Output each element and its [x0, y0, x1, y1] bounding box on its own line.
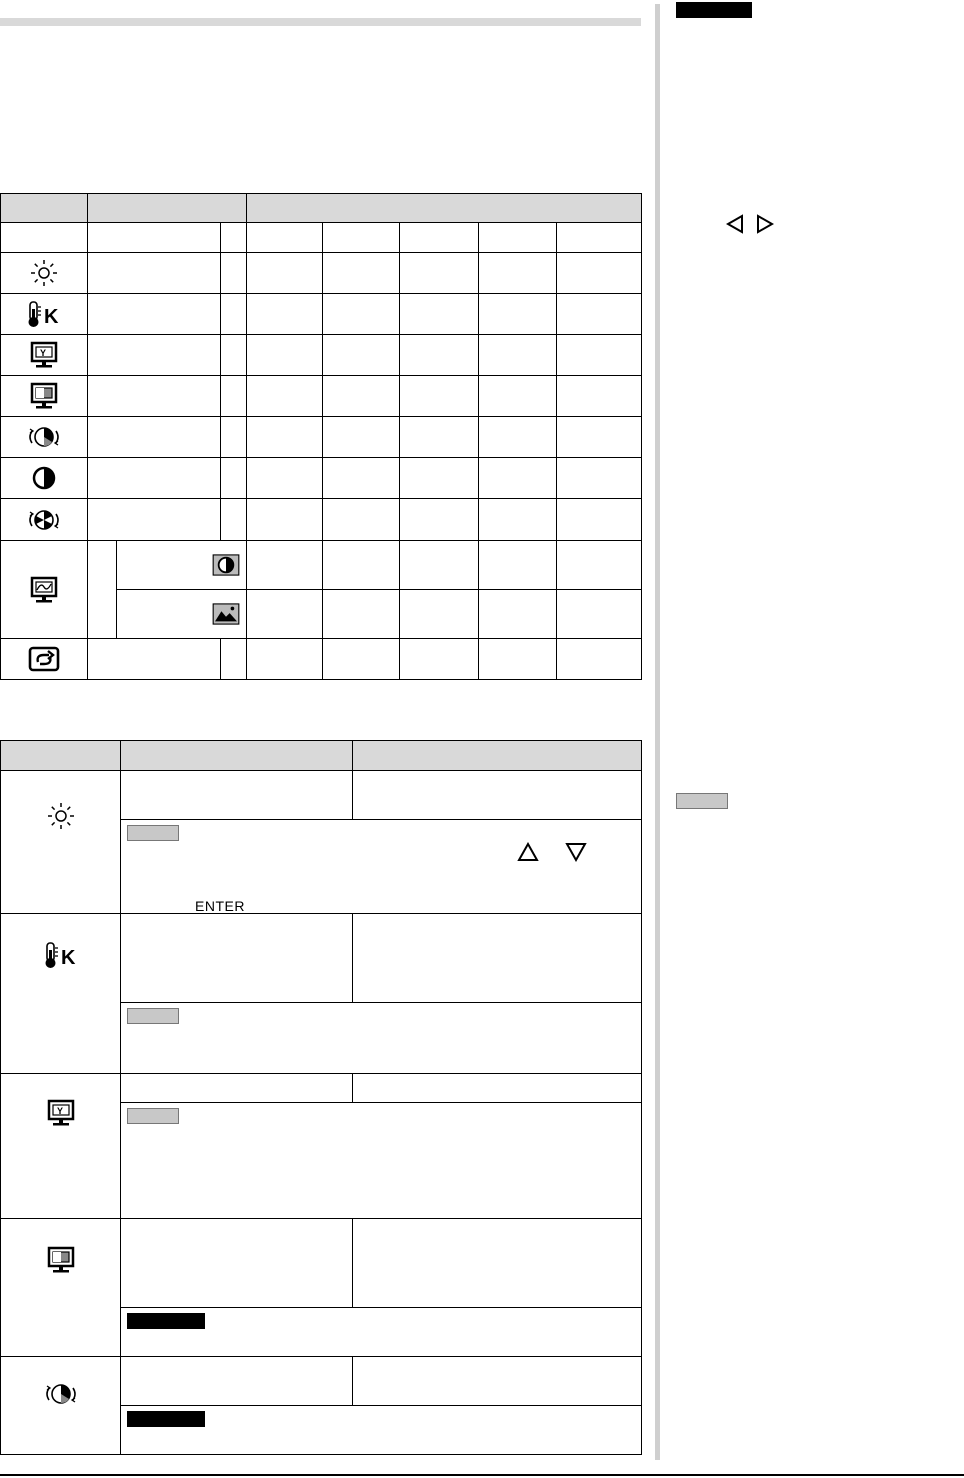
adjustment-detail-table — [0, 740, 642, 1455]
table-row — [1, 639, 642, 680]
contrast-icon — [29, 463, 59, 493]
saturation-icon — [24, 422, 64, 452]
table-row — [1, 1074, 642, 1103]
temperature-k-icon — [41, 940, 81, 970]
page-footer-line — [0, 1474, 964, 1476]
up-triangle-icon — [517, 842, 539, 862]
monitor-gamma-icon — [46, 1098, 76, 1128]
contrast-sub-icon — [212, 554, 240, 576]
header-cell-icon — [1, 194, 88, 223]
right-triangle-icon — [758, 216, 772, 232]
brightness-icon — [46, 801, 76, 831]
temperature-k-icon — [24, 299, 64, 329]
adjustment-overview-table — [0, 193, 642, 680]
table-row — [1, 1357, 642, 1406]
sidebar-attention-label — [676, 2, 752, 18]
overview-subheader-row — [1, 223, 642, 253]
table-row — [1, 458, 642, 499]
overview-header-row — [1, 194, 642, 223]
table-row — [1, 253, 642, 294]
monitor-gamma-icon — [29, 340, 59, 370]
table-row — [1, 335, 642, 376]
header-cell-function — [88, 194, 247, 223]
monitor-pattern-icon — [29, 381, 59, 411]
note-label — [127, 1008, 179, 1024]
sidebar-note-label — [676, 793, 728, 809]
landscape-sub-icon — [212, 603, 240, 625]
table-row — [1, 376, 642, 417]
header-cell-modes — [247, 194, 642, 223]
section-header-bar — [0, 18, 641, 26]
table-row — [1, 499, 642, 541]
down-triangle-icon — [565, 842, 587, 862]
table-row — [1, 417, 642, 458]
table-row — [1, 541, 642, 590]
enter-key-label: ENTER — [195, 898, 245, 914]
reset-icon — [27, 644, 61, 674]
left-triangle-icon — [728, 216, 742, 232]
note-label — [127, 1108, 179, 1124]
table-row — [1, 1219, 642, 1308]
brightness-icon — [29, 258, 59, 288]
attention-label — [127, 1411, 205, 1427]
hue-icon — [24, 505, 64, 535]
detail-header-row — [1, 741, 642, 771]
table-row — [1, 771, 642, 820]
attention-label — [127, 1313, 205, 1329]
note-label — [127, 825, 179, 841]
table-row — [1, 294, 642, 335]
sidebar-arrow-keys — [724, 212, 784, 236]
monitor-pattern-icon — [46, 1245, 76, 1275]
column-divider — [655, 4, 660, 1460]
saturation-icon — [41, 1379, 81, 1409]
monitor-enhance-icon — [29, 575, 59, 605]
table-row — [1, 914, 642, 1003]
